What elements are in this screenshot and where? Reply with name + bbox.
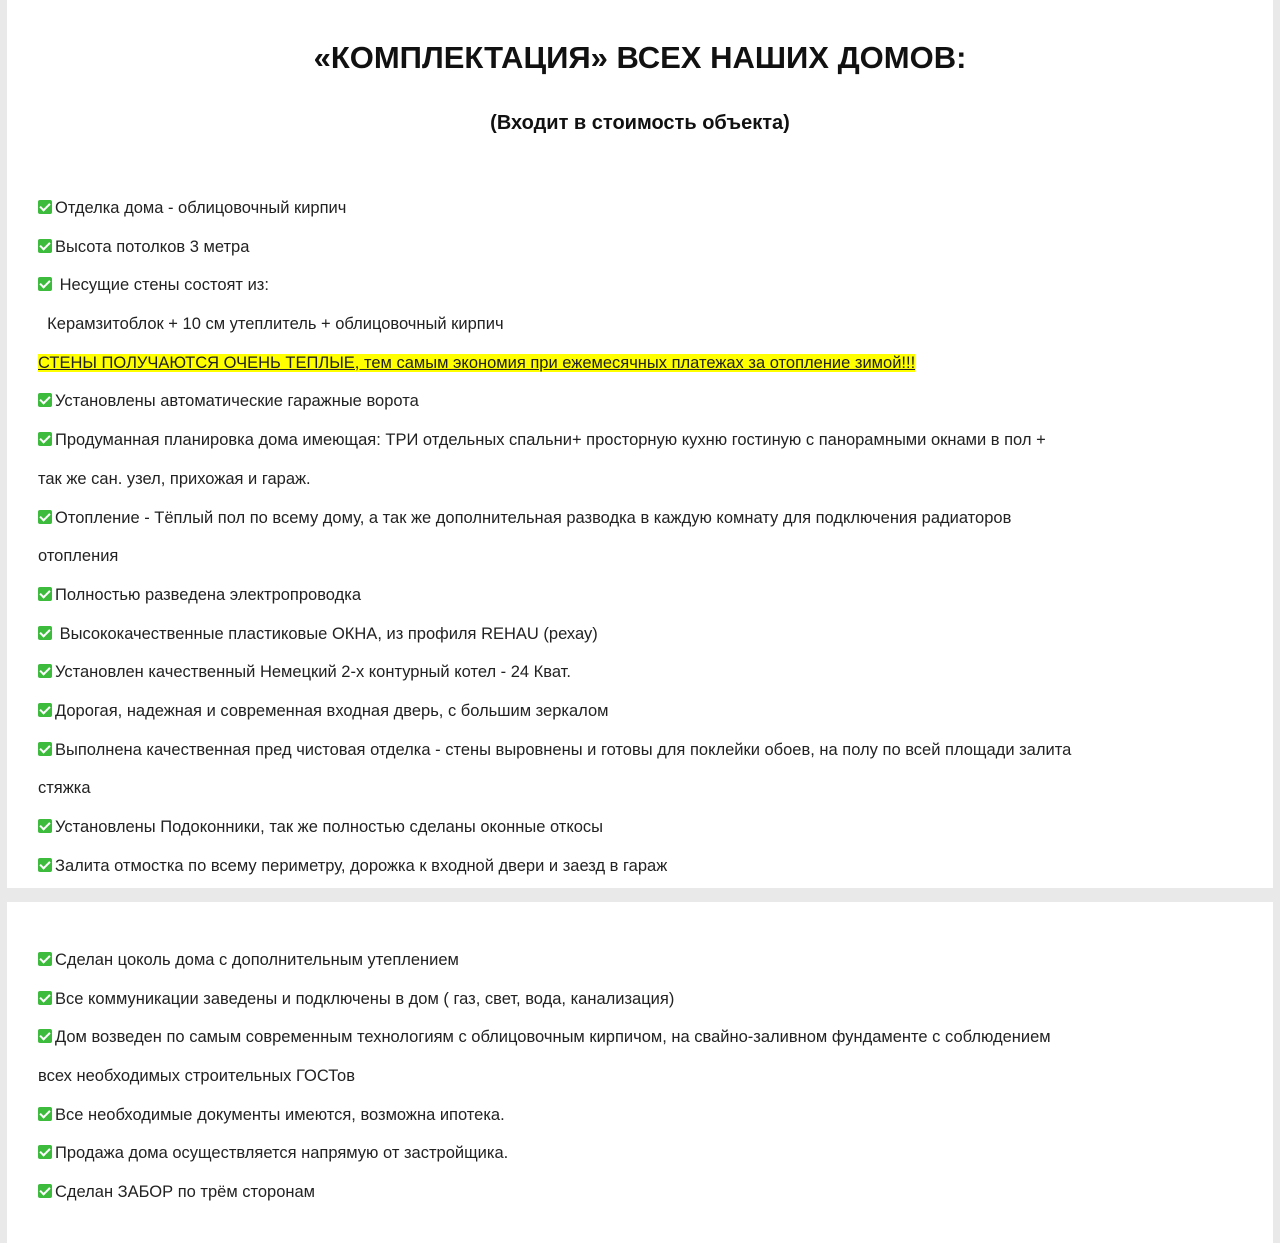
checkmark-icon (38, 742, 52, 756)
list-item (38, 1018, 1051, 1095)
list-item (38, 1173, 1051, 1212)
checkmark-icon (38, 1029, 52, 1043)
list-item-line (38, 189, 1071, 228)
list-item-line (38, 1173, 1051, 1212)
checkmark-icon (38, 200, 52, 214)
list-item (38, 189, 1071, 228)
list-item (38, 808, 1071, 847)
list-item (38, 980, 1051, 1019)
checkmark-icon (38, 1107, 52, 1121)
list-item-text: Полностью разведена электропроводка (55, 585, 361, 604)
list-item-line (38, 1018, 1051, 1057)
document-subtitle: (Входит в стоимость объекта) (490, 112, 790, 134)
checkmark-icon (38, 626, 52, 640)
checkmark-icon (38, 819, 52, 833)
list-item-line (38, 576, 1071, 615)
list-item-text: Залита отмостка по всему периметру, дорожка к входной двери и заезд в гараж (55, 856, 668, 875)
list-item (38, 382, 1071, 421)
list-item (38, 731, 1071, 808)
list-item-line (38, 1096, 1051, 1135)
list-item-text: отопления (38, 547, 119, 566)
checkmark-icon (38, 952, 52, 966)
checkmark-icon (38, 703, 52, 717)
list-item (38, 1096, 1051, 1135)
list-item-text: Дом возведен по самым современным технологиям с облицовочным кирпичом, на свайно-заливном фундаменте с соблюдением (55, 1028, 1051, 1047)
list-item-text: Отделка дома - облицовочный кирпич (55, 199, 347, 217)
list-item-line (38, 1134, 1051, 1173)
list-item (38, 344, 1071, 383)
list-item-text: Установлены автоматические гаражные ворота (55, 392, 419, 411)
list-item-text: Сделан цоколь дома с дополнительным утеплением (55, 951, 459, 969)
list-item-line (38, 537, 1071, 576)
list-item-text: стяжка (38, 779, 91, 798)
list-item-line (38, 382, 1071, 421)
list-item (38, 847, 1071, 886)
list-item-line (38, 980, 1051, 1019)
list-item-line (38, 769, 1071, 808)
list-item-line (38, 653, 1071, 692)
list-item-text: Выполнена качественная пред чистовая отделка - стены выровнены и готовы для поклейки обоев, на полу по всей площади залита (55, 740, 1072, 759)
list-item-line (38, 808, 1071, 847)
list-item-text: Несущие стены состоят из: (55, 276, 269, 295)
checkmark-icon (38, 277, 52, 291)
list-item-text: Дорогая, надежная и современная входная дверь, с большим зеркалом (55, 701, 609, 720)
checkmark-icon (38, 664, 52, 678)
list-item-text: Установлены Подоконники, так же полностью сделаны оконные откосы (55, 818, 604, 836)
checkmark-icon (38, 393, 52, 407)
list-item-line (38, 344, 1071, 383)
list-item-text: Установлен качественный Немецкий 2-х контурный котел - 24 Кват. (55, 663, 571, 682)
document-page-2 (7, 902, 1273, 1243)
features-list-continued (38, 941, 1051, 1212)
checkmark-icon (38, 1145, 52, 1159)
list-item (38, 692, 1071, 731)
checkmark-icon (38, 587, 52, 601)
list-item-line (38, 421, 1071, 460)
list-item (38, 266, 1071, 305)
list-item (38, 421, 1071, 498)
list-item (38, 615, 1071, 654)
list-item-line (38, 731, 1071, 770)
list-item-line (38, 692, 1071, 731)
list-item-line (38, 266, 1071, 305)
list-item (38, 653, 1071, 692)
checkmark-icon (38, 858, 52, 872)
list-item (38, 1134, 1051, 1173)
checkmark-icon (38, 510, 52, 524)
list-item-line (38, 460, 1071, 499)
list-item-text: Продуманная планировка дома имеющая: ТРИ отдельных спальни+ просторную кухню гостиную с панорамными окнами в пол + (55, 431, 1046, 450)
list-item (38, 305, 1071, 344)
checkmark-icon (38, 1184, 52, 1198)
list-item-line (38, 847, 1071, 886)
list-item-text: Продажа дома осуществляется напрямую от застройщика. (55, 1144, 509, 1163)
list-item-line (38, 228, 1071, 267)
list-item-line (38, 941, 1051, 980)
list-item (38, 499, 1071, 576)
list-item-text: Все необходимые документы имеются, возможна ипотека. (55, 1105, 505, 1124)
list-item-text: всех необходимых строительных ГОСТов (38, 1067, 355, 1086)
list-item-line (38, 499, 1071, 538)
list-item-text: Высококачественные пластиковые ОКНА, из профиля REHAU (рехау) (55, 624, 598, 643)
list-item-line (38, 615, 1071, 654)
list-item (38, 941, 1051, 980)
list-item-text: Отопление - Тёплый пол по всему дому, а так же дополнительная разводка в каждую комнату для подключения радиаторов (55, 508, 1012, 527)
checkmark-icon (38, 991, 52, 1005)
list-item-text: Все коммуникации заведены и подключены в дом ( газ, свет, вода, канализация) (55, 989, 675, 1008)
list-item (38, 576, 1071, 615)
document-page-1 (7, 0, 1273, 888)
features-list (38, 189, 1071, 885)
list-item-text: Керамзитоблок + 10 см утеплитель + облицовочный кирпич (38, 315, 504, 334)
checkmark-icon (38, 239, 52, 253)
list-item-text: так же сан. узел, прихожая и гараж. (38, 469, 311, 488)
list-item-line (38, 305, 1071, 344)
checkmark-icon (38, 432, 52, 446)
document-title: «КОМПЛЕКТАЦИЯ» ВСЕХ НАШИХ ДОМОВ: (313, 40, 967, 75)
highlighted-text: СТЕНЫ ПОЛУЧАЮТСЯ ОЧЕНЬ ТЕПЛЫЕ, тем самым экономия при ежемесячных платежах за отопление зимой!!! (38, 353, 916, 372)
list-item-line (38, 1057, 1051, 1096)
list-item-text: Высота потолков 3 метра (55, 237, 250, 256)
list-item-text: Сделан ЗАБОР по трём сторонам (55, 1183, 316, 1202)
list-item (38, 228, 1071, 267)
